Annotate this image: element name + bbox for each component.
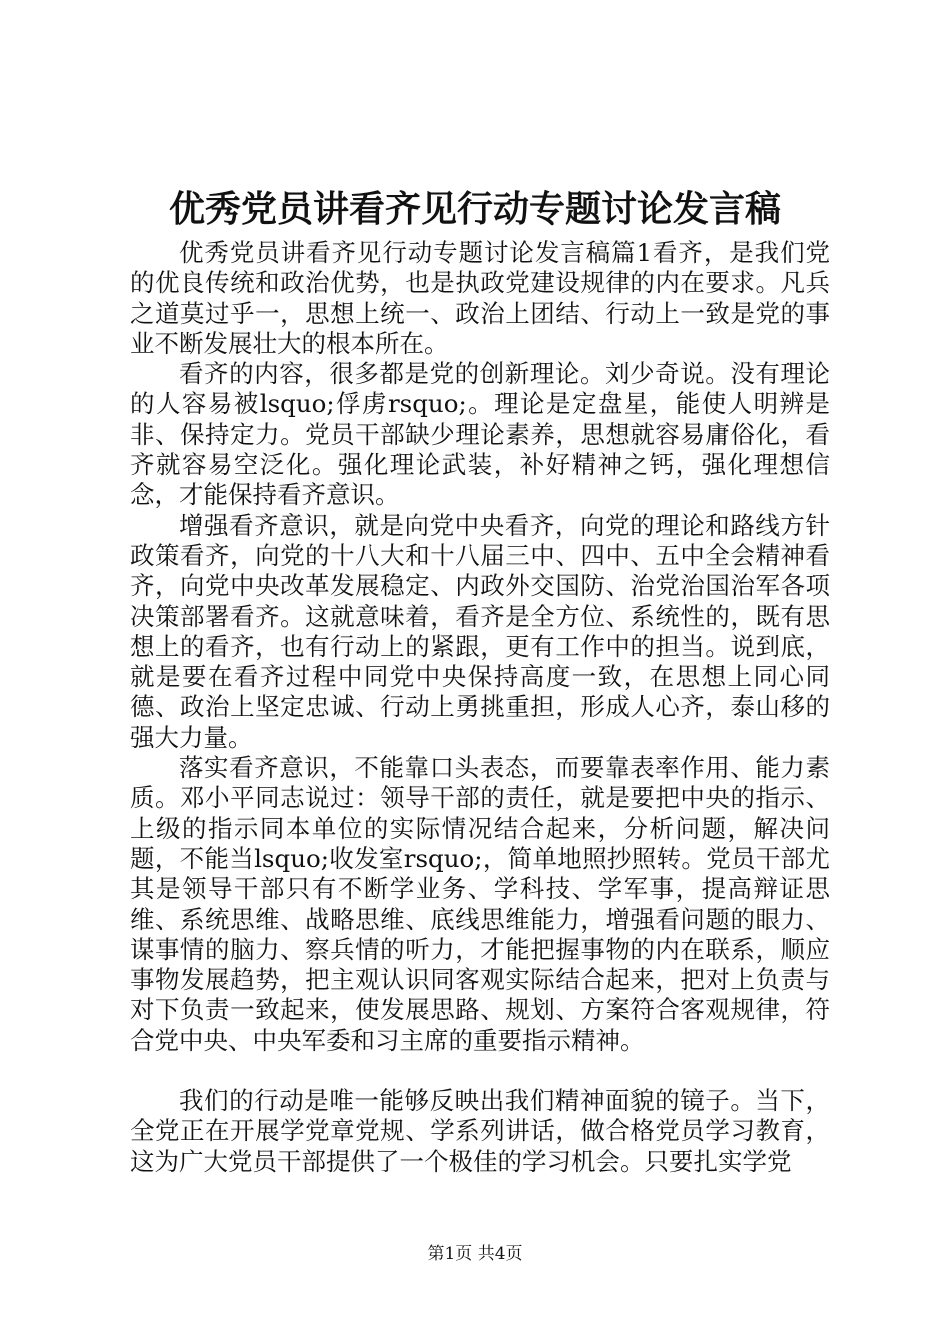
paragraph-3: 增强看齐意识，就是向党中央看齐，向党的理论和路线方针政策看齐，向党的十八大和十八届三中、四中、五中全会精神看齐，向党中央改革发展稳定、内政外交国防、治党治国治军各项决策部署看齐。这就意味着，看齐是全方位、系统性的，既有思想上的看齐，也有行动上的紧跟，更有工作中的担当。说到底，就是要在看齐过程中同党中央保持高度一致，在思想上同心同德、政治上坚定忠诚、行动上勇挑重担，形成人心齐，泰山移的强大力量。	[130, 510, 830, 752]
paragraph-5: 我们的行动是唯一能够反映出我们精神面貌的镜子。当下，全党正在开展学党章党规、学系列讲话，做合格党员学习教育，这为广大党员干部提供了一个极佳的学习机会。只要扎实学党	[130, 1086, 830, 1176]
document-title: 优秀党员讲看齐见行动专题讨论发言稿	[168, 188, 781, 230]
paragraph-4: 落实看齐意识，不能靠口头表态，而要靠表率作用、能力素质。邓小平同志说过：领导干部的责任，就是要把中央的指示、上级的指示同本单位的实际情况结合起来，分析问题，解决问题，不能当lsquo;收发室rsquo;，简单地照抄照转。党员干部尤其是领导干部只有不断学业务、学科技、学军事，提高辩证思维、系统思维、战略思维、底线思维能力，增强看问题的眼力、谋事情的脑力、察兵情的听力，才能把握事物的内在联系，顺应事物发展趋势，把主观认识同客观实际结合起来，把对上负责与对下负责一致起来，使发展思路、规划、方案符合客观规律，符合党中央、中央军委和习主席的重要指示精神。	[130, 753, 830, 1055]
paragraph-1: 优秀党员讲看齐见行动专题讨论发言稿篇1看齐，是我们党的优良传统和政治优势，也是执政党建设规律的内在要求。凡兵之道莫过乎一，思想上统一、政治上团结、行动上一致是党的事业不断发展壮大的根本所在。	[130, 238, 830, 358]
page-number-footer: 第1页 共4页	[427, 1244, 523, 1264]
paragraph-2: 看齐的内容，很多都是党的创新理论。刘少奇说。没有理论的人容易被lsquo;俘虏rsquo;。理论是定盘星，能使人明辨是非、保持定力。党员干部缺少理论素养，思想就容易庸俗化，看齐就容易空泛化。强化理论武装，补好精神之钙，强化理想信念，才能保持看齐意识。	[130, 359, 830, 510]
document-body	[130, 238, 830, 1177]
